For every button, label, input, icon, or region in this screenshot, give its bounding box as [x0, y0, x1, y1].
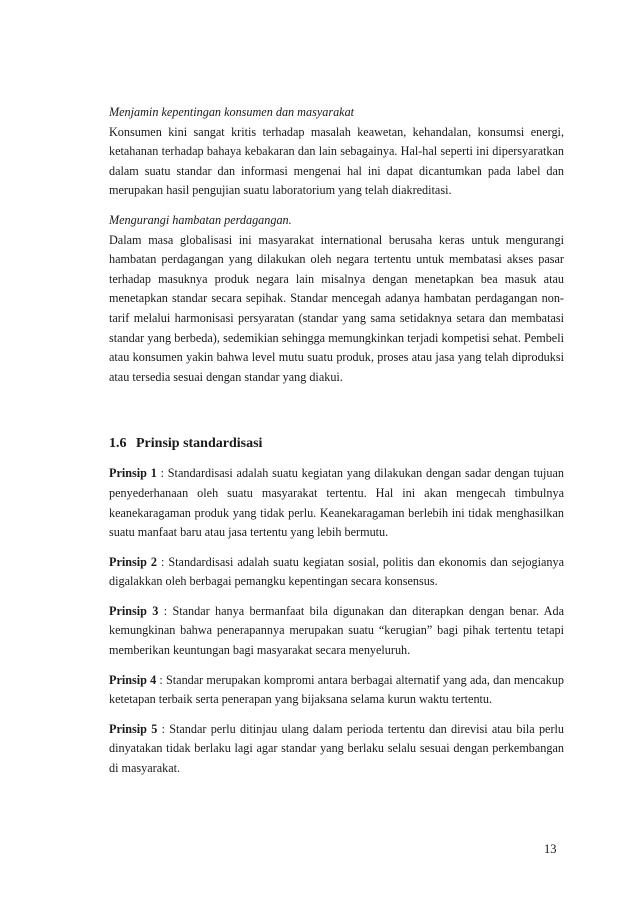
- heading-title: Prinsip standardisasi: [136, 436, 263, 452]
- principle-label: Prinsip 3: [109, 603, 159, 618]
- page-number: 13: [544, 842, 557, 856]
- section-body: Dalam masa globalisasi ini masyarakat international berusaha keras untuk mengurangi hambatan perdagangan yang dilakukan oleh negara tertentu untuk membatasi akses pasar terhadap masuknya produk negara lain misalnya dengan menetapkan bea masuk atau menetapkan standar secara sepihak. Standar mencegah adanya hambatan perdagangan non-tarif melalui harmonisasi persyaratan (standar yang sama setidaknya setara dan membatasi standar yang berbeda), sedemikian sehingga memungkinkan terjadi kompetisi sehat. Pembeli atau konsumen yakin bahwa level mutu suatu produk, proses atau jasa yang telah diproduksi atau tersedia sesuai dengan standar yang diakui.: [109, 232, 564, 384]
- section-subtitle: Menjamin kepentingan konsumen dan masyarakat: [109, 105, 355, 119]
- section-subtitle: Mengurangi hambatan perdagangan.: [109, 212, 292, 227]
- section-heading: [109, 435, 564, 453]
- section-trade-barriers: [109, 211, 564, 387]
- principle-label: Prinsip 1: [109, 466, 157, 481]
- principle-text: : Standardisasi adalah suatu kegiatan yang dilakukan dengan sadar dengan tujuan penyederhanaan oleh suatu masyarakat tertentu. Hal ini akan mengecah timbulnya keanekaragaman produk yang tidak perlu. Keanekaragaman berlebih ini tidak menghasilkan suatu manfaat baru atau jasa tertentu yang lebih bermutu.: [109, 466, 564, 540]
- section-body: Konsumen kini sangat kritis terhadap masalah keawetan, kehandalan, konsumsi energi, ketahanan terhadap bahaya kebakaran dan lain sebagainya. Hal-hal seperti ini dipersyaratkan dalam suatu standar dan informasi mengenai hal ini dapat dicantumkan pada label dan merupakan hasil pengujian suatu laboratorium yang telah diakreditasi.: [109, 124, 564, 198]
- principle-text: : Standar hanya bermanfaat bila digunakan dan diterapkan dengan benar. Ada kemungkinan bahwa penerapannya merupakan suatu “kerugian” bagi pihak tertentu tetapi memberikan keuntungan bagi masyarakat secara menyeluruh.: [109, 603, 564, 658]
- page-content: [109, 103, 564, 789]
- principle-paragraph: [109, 553, 564, 592]
- principle-paragraph: [109, 671, 564, 710]
- principle-paragraph: [109, 602, 564, 661]
- principle-text: : Standar perlu ditinjau ulang dalam perioda tertentu dan direvisi atau bila perlu dinyatakan tidak berlaku lagi agar standar yang berlaku selalu sesuai dengan perkembangan di masyarakat.: [109, 721, 564, 776]
- principle-label: Prinsip 2: [109, 554, 158, 569]
- section-consumer-interest: [109, 103, 564, 201]
- principle-label: Prinsip 4: [109, 672, 157, 687]
- principle-text: : Standar merupakan kompromi antara berbagai alternatif yang ada, dan mencakup ketetapan terbaik serta penerapan yang bijaksana selama kurun waktu tertentu.: [109, 672, 564, 707]
- heading-number: 1.6: [109, 436, 127, 452]
- principle-paragraph: [109, 464, 564, 542]
- principle-label: Prinsip 5: [109, 721, 158, 736]
- principle-paragraph: [109, 720, 564, 779]
- principle-text: : Standardisasi adalah suatu kegiatan sosial, politis dan ekonomis dan sejogianya digalakkan oleh berbagai pemangku kepentingan secara konsensus.: [109, 554, 564, 589]
